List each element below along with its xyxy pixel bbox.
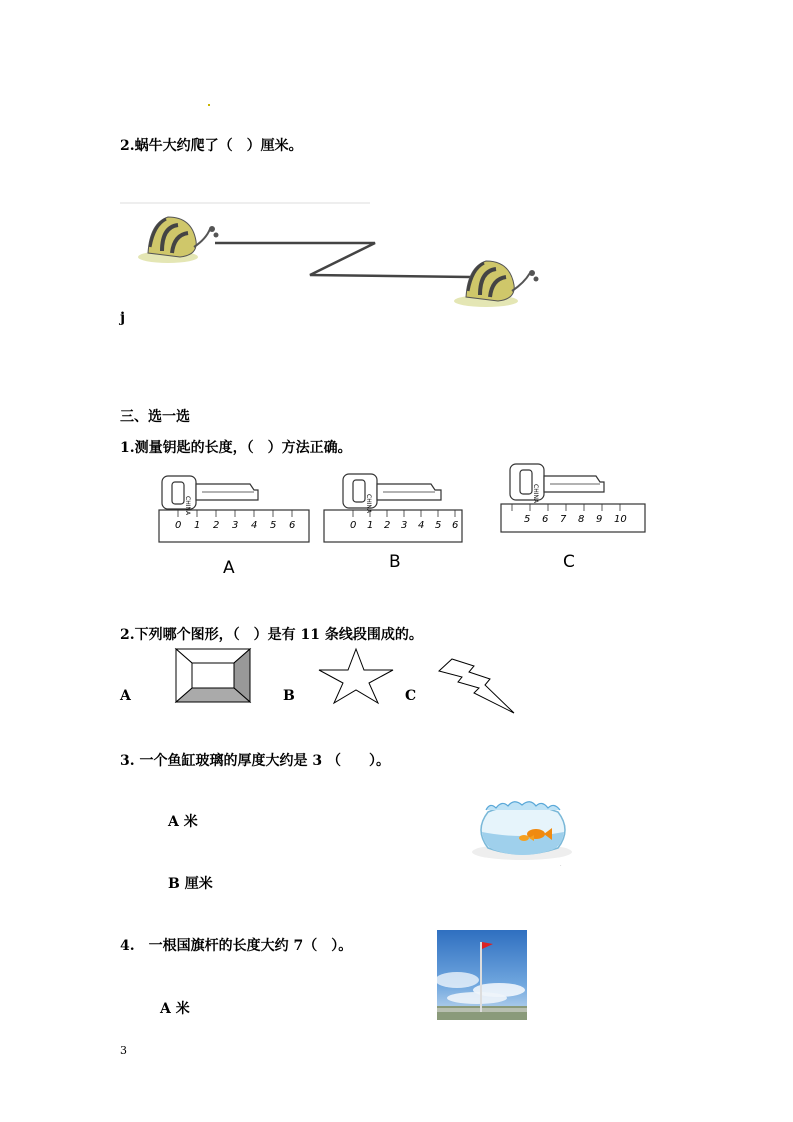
tick-label: 6 — [289, 520, 296, 531]
star-figure — [318, 648, 394, 704]
question-shapes: 2.下列哪个图形，（ ）是有 11 条线段围成的。 — [120, 627, 423, 643]
tick-label: 0 — [175, 520, 182, 531]
tick-label: 10 — [614, 514, 627, 525]
question-key: 1.测量钥匙的长度，（ ）方法正确。 — [120, 440, 352, 456]
flagpole-option-a: A 米 — [160, 1001, 190, 1017]
shape-frame-figure — [175, 648, 251, 703]
question-snail: 2.蜗牛大约爬了（ ）厘米。 — [120, 138, 303, 154]
fishbowl-icon — [470, 800, 574, 868]
tick-label: 7 — [560, 514, 567, 525]
key-figure-a — [158, 470, 310, 545]
tick-label: 4 — [251, 520, 258, 531]
stray-dot — [208, 104, 210, 106]
key-figure-b — [323, 470, 463, 545]
option-label-c: C — [563, 552, 575, 572]
tick-label: 5 — [524, 514, 531, 525]
tick-label: 3 — [232, 520, 239, 531]
tick-label: 6 — [452, 520, 459, 531]
flagpole-photo — [437, 930, 527, 1020]
key-stamp: CHINA — [365, 494, 372, 514]
tick-label: 1 — [367, 520, 374, 531]
snail-left-icon — [138, 217, 219, 263]
question-flagpole: 4. 一根国旗杆的长度大约 7（ ）。 — [120, 938, 353, 954]
fishbowl-option-b: B 厘米 — [168, 876, 213, 892]
key-icon — [162, 476, 258, 509]
page-number: 3 — [120, 1044, 127, 1057]
key-icon — [510, 464, 604, 500]
question-fishbowl: 3. 一个鱼缸玻璃的厚度大约是 3 （ ）。 — [120, 753, 390, 769]
key-stamp: CHINA — [184, 496, 191, 516]
fishbowl-option-a: A 米 — [168, 814, 198, 830]
snail-figure — [120, 195, 540, 320]
lightning-figure — [438, 658, 516, 714]
tick-label: 2 — [384, 520, 391, 531]
snail-path-line — [215, 243, 470, 277]
key-icon — [343, 474, 441, 508]
shape-option-c-label: C — [405, 688, 417, 704]
section-title: 三、选一选 — [120, 409, 190, 425]
svg-text:.: . — [560, 862, 562, 868]
tick-label: 5 — [435, 520, 442, 531]
snail-right-icon — [454, 261, 539, 307]
tick-label: 9 — [596, 514, 603, 525]
tick-label: 1 — [194, 520, 201, 531]
option-label-a: A — [223, 558, 235, 578]
tick-label: 8 — [578, 514, 585, 525]
option-label-b: B — [389, 552, 401, 572]
tick-label: 6 — [542, 514, 549, 525]
tick-label: 0 — [350, 520, 357, 531]
tick-label: 2 — [213, 520, 220, 531]
shape-option-a-label: A — [120, 688, 131, 704]
tick-label: 3 — [401, 520, 408, 531]
key-figure-c — [500, 462, 646, 537]
tick-label: 5 — [270, 520, 277, 531]
stray-mark: j — [120, 310, 126, 326]
key-stamp: CHINA — [532, 484, 539, 504]
shape-option-b-label: B — [283, 688, 295, 704]
tick-label: 4 — [418, 520, 425, 531]
